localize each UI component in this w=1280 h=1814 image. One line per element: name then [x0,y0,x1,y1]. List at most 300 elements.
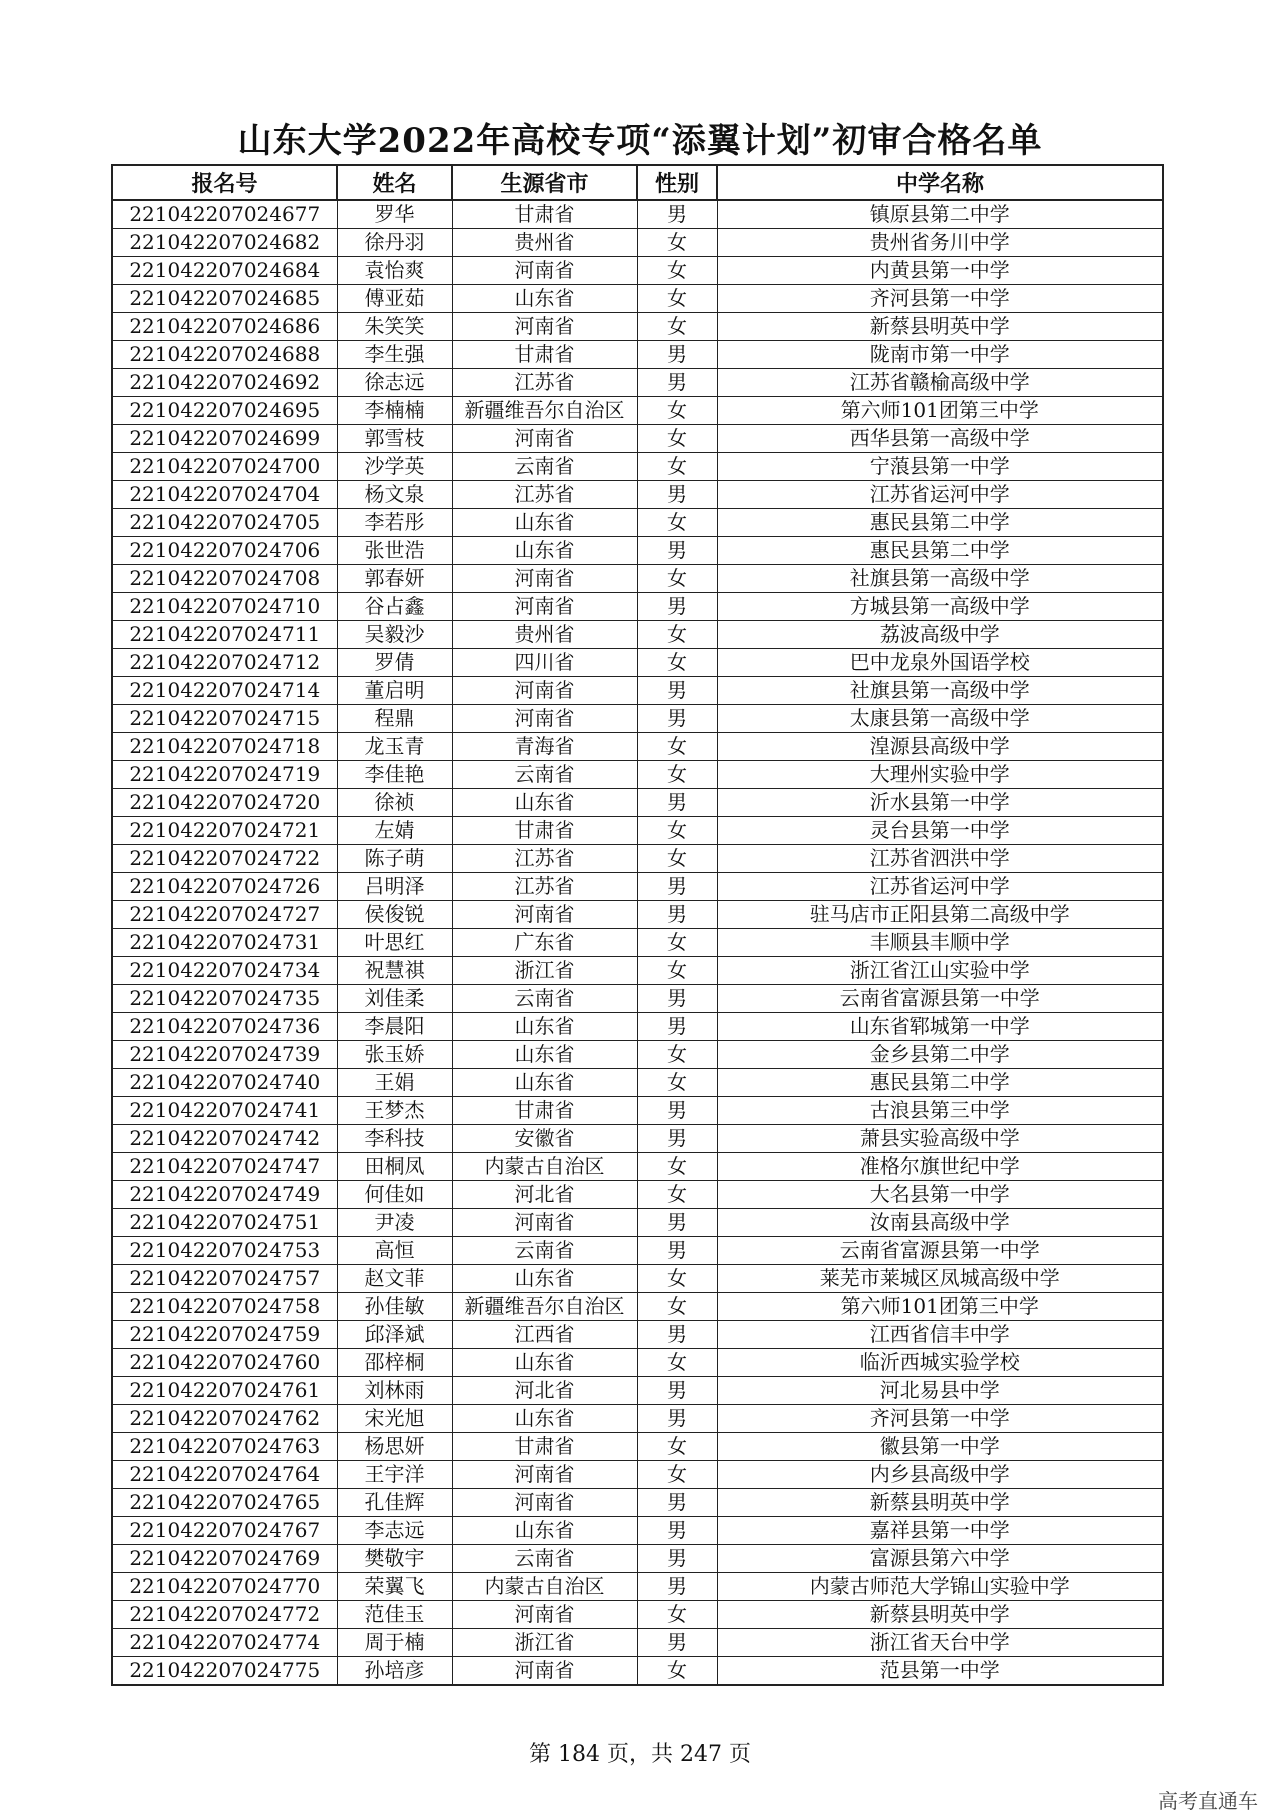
cell-province: 河北省 [452,1181,637,1209]
table-row [112,1293,1163,1321]
cell-registration-number: 221042207024708 [112,565,337,593]
cell-name: 何佳如 [337,1181,452,1209]
cell-school: 江苏省运河中学 [717,481,1163,509]
cell-registration-number: 221042207024775 [112,1657,337,1686]
cell-registration-number: 221042207024718 [112,733,337,761]
cell-gender: 男 [637,985,717,1013]
cell-school: 内乡县高级中学 [717,1461,1163,1489]
cell-registration-number: 221042207024761 [112,1377,337,1405]
cell-province: 贵州省 [452,621,637,649]
cell-province: 河南省 [452,565,637,593]
cell-registration-number: 221042207024758 [112,1293,337,1321]
cell-school: 浙江省江山实验中学 [717,957,1163,985]
cell-registration-number: 221042207024762 [112,1405,337,1433]
cell-gender: 男 [637,200,717,229]
cell-province: 云南省 [452,1545,637,1573]
cell-school: 莱芜市莱城区凤城高级中学 [717,1265,1163,1293]
table-row [112,957,1163,985]
cell-province: 河南省 [452,705,637,733]
cell-registration-number: 221042207024721 [112,817,337,845]
cell-school: 江苏省运河中学 [717,873,1163,901]
cell-school: 汝南县高级中学 [717,1209,1163,1237]
cell-gender: 男 [637,789,717,817]
table-row [112,1517,1163,1545]
cell-province: 江西省 [452,1321,637,1349]
roster-table [111,164,1164,1686]
table-row [112,1545,1163,1573]
cell-province: 山东省 [452,1013,637,1041]
cell-school: 临沂西城实验学校 [717,1349,1163,1377]
document-title: 山东大学2022年高校专项“添翼计划”初审合格名单 [237,121,1043,161]
cell-name: 谷占鑫 [337,593,452,621]
cell-gender: 女 [637,509,717,537]
cell-school: 富源县第六中学 [717,1545,1163,1573]
cell-province: 河南省 [452,901,637,929]
cell-name: 孔佳辉 [337,1489,452,1517]
cell-province: 内蒙古自治区 [452,1573,637,1601]
table-row [112,1629,1163,1657]
cell-school: 江西省信丰中学 [717,1321,1163,1349]
cell-province: 山东省 [452,509,637,537]
cell-name: 李生强 [337,341,452,369]
table-row [112,425,1163,453]
cell-gender: 女 [637,397,717,425]
table-row [112,621,1163,649]
cell-province: 新疆维吾尔自治区 [452,397,637,425]
cell-province: 山东省 [452,1517,637,1545]
cell-registration-number: 221042207024763 [112,1433,337,1461]
cell-registration-number: 221042207024700 [112,453,337,481]
cell-name: 叶思红 [337,929,452,957]
cell-province: 河南省 [452,313,637,341]
cell-name: 荣翼飞 [337,1573,452,1601]
table-row [112,1601,1163,1629]
cell-province: 河南省 [452,593,637,621]
table-row [112,1209,1163,1237]
cell-province: 山东省 [452,285,637,313]
table-row [112,929,1163,957]
cell-gender: 男 [637,341,717,369]
cell-school: 新蔡县明英中学 [717,1601,1163,1629]
cell-registration-number: 221042207024682 [112,229,337,257]
table-row [112,229,1163,257]
cell-name: 左婧 [337,817,452,845]
cell-province: 山东省 [452,1041,637,1069]
cell-school: 惠民县第二中学 [717,537,1163,565]
cell-registration-number: 221042207024726 [112,873,337,901]
cell-name: 朱笑笑 [337,313,452,341]
cell-school: 湟源县高级中学 [717,733,1163,761]
cell-province: 甘肃省 [452,200,637,229]
cell-gender: 男 [637,1489,717,1517]
cell-school: 大理州实验中学 [717,761,1163,789]
cell-name: 孙培彦 [337,1657,452,1686]
cell-school: 新蔡县明英中学 [717,1489,1163,1517]
cell-school: 惠民县第二中学 [717,1069,1163,1097]
table-row [112,453,1163,481]
cell-name: 袁怡爽 [337,257,452,285]
cell-registration-number: 221042207024677 [112,200,337,229]
cell-name: 邱泽斌 [337,1321,452,1349]
cell-gender: 女 [637,1181,717,1209]
cell-school: 萧县实验高级中学 [717,1125,1163,1153]
cell-province: 江苏省 [452,873,637,901]
cell-gender: 男 [637,873,717,901]
cell-name: 王娟 [337,1069,452,1097]
cell-name: 傅亚茹 [337,285,452,313]
cell-gender: 女 [637,257,717,285]
cell-province: 云南省 [452,453,637,481]
cell-province: 河南省 [452,425,637,453]
cell-gender: 男 [637,1209,717,1237]
cell-gender: 女 [637,1069,717,1097]
cell-gender: 男 [637,1097,717,1125]
cell-province: 浙江省 [452,957,637,985]
table-row [112,817,1163,845]
cell-school: 徽县第一中学 [717,1433,1163,1461]
cell-name: 李楠楠 [337,397,452,425]
cell-province: 甘肃省 [452,1097,637,1125]
cell-name: 吴毅沙 [337,621,452,649]
cell-registration-number: 221042207024747 [112,1153,337,1181]
cell-province: 河南省 [452,677,637,705]
table-row [112,1433,1163,1461]
cell-name: 樊敬宇 [337,1545,452,1573]
cell-registration-number: 221042207024695 [112,397,337,425]
cell-name: 张玉娇 [337,1041,452,1069]
cell-gender: 女 [637,761,717,789]
cell-province: 甘肃省 [452,817,637,845]
cell-name: 赵文菲 [337,1265,452,1293]
cell-registration-number: 221042207024735 [112,985,337,1013]
cell-registration-number: 221042207024759 [112,1321,337,1349]
cell-gender: 男 [637,593,717,621]
table-row [112,1125,1163,1153]
cell-school: 齐河县第一中学 [717,285,1163,313]
cell-name: 王宇洋 [337,1461,452,1489]
cell-registration-number: 221042207024739 [112,1041,337,1069]
table-row [112,789,1163,817]
cell-registration-number: 221042207024712 [112,649,337,677]
cell-school: 荔波高级中学 [717,621,1163,649]
cell-school: 太康县第一高级中学 [717,705,1163,733]
cell-registration-number: 221042207024774 [112,1629,337,1657]
cell-registration-number: 221042207024686 [112,313,337,341]
cell-school: 丰顺县丰顺中学 [717,929,1163,957]
table-row [112,1489,1163,1517]
cell-registration-number: 221042207024711 [112,621,337,649]
cell-gender: 男 [637,1545,717,1573]
table-row [112,1349,1163,1377]
cell-province: 河南省 [452,1489,637,1517]
cell-school: 内黄县第一中学 [717,257,1163,285]
cell-registration-number: 221042207024731 [112,929,337,957]
cell-gender: 男 [637,677,717,705]
table-row [112,1153,1163,1181]
watermark: 高考直通车 [1158,1789,1258,1813]
cell-province: 广东省 [452,929,637,957]
cell-registration-number: 221042207024722 [112,845,337,873]
cell-school: 河北易县中学 [717,1377,1163,1405]
cell-school: 内蒙古师范大学锦山实验中学 [717,1573,1163,1601]
cell-province: 山东省 [452,1349,637,1377]
cell-gender: 女 [637,845,717,873]
cell-school: 惠民县第二中学 [717,509,1163,537]
cell-school: 嘉祥县第一中学 [717,1517,1163,1545]
cell-gender: 女 [637,929,717,957]
cell-gender: 女 [637,1349,717,1377]
cell-province: 甘肃省 [452,1433,637,1461]
cell-name: 陈子萌 [337,845,452,873]
cell-name: 徐丹羽 [337,229,452,257]
cell-province: 内蒙古自治区 [452,1153,637,1181]
cell-registration-number: 221042207024719 [112,761,337,789]
cell-registration-number: 221042207024765 [112,1489,337,1517]
cell-registration-number: 221042207024753 [112,1237,337,1265]
cell-name: 郭春妍 [337,565,452,593]
cell-name: 刘佳柔 [337,985,452,1013]
cell-province: 浙江省 [452,1629,637,1657]
table-row [112,1405,1163,1433]
col-header-gender: 性别 [637,165,717,200]
cell-name: 范佳玉 [337,1601,452,1629]
cell-gender: 男 [637,1321,717,1349]
table-row [112,1181,1163,1209]
cell-registration-number: 221042207024760 [112,1349,337,1377]
cell-province: 河南省 [452,1209,637,1237]
cell-school: 云南省富源县第一中学 [717,985,1163,1013]
cell-name: 高恒 [337,1237,452,1265]
cell-school: 大名县第一中学 [717,1181,1163,1209]
cell-school: 江苏省泗洪中学 [717,845,1163,873]
table-row [112,677,1163,705]
cell-name: 罗倩 [337,649,452,677]
cell-registration-number: 221042207024751 [112,1209,337,1237]
cell-registration-number: 221042207024704 [112,481,337,509]
cell-gender: 女 [637,1433,717,1461]
cell-registration-number: 221042207024742 [112,1125,337,1153]
cell-registration-number: 221042207024734 [112,957,337,985]
cell-gender: 女 [637,1601,717,1629]
table-row [112,1377,1163,1405]
table-row [112,397,1163,425]
cell-province: 山东省 [452,537,637,565]
table-row [112,285,1163,313]
table-row [112,901,1163,929]
cell-school: 方城县第一高级中学 [717,593,1163,621]
cell-name: 杨文泉 [337,481,452,509]
cell-gender: 女 [637,425,717,453]
cell-registration-number: 221042207024741 [112,1097,337,1125]
cell-name: 祝慧祺 [337,957,452,985]
cell-registration-number: 221042207024764 [112,1461,337,1489]
cell-school: 江苏省赣榆高级中学 [717,369,1163,397]
table-row [112,1657,1163,1686]
table-row [112,369,1163,397]
cell-province: 青海省 [452,733,637,761]
cell-registration-number: 221042207024710 [112,593,337,621]
cell-name: 徐志远 [337,369,452,397]
cell-registration-number: 221042207024715 [112,705,337,733]
cell-gender: 女 [637,229,717,257]
cell-name: 董启明 [337,677,452,705]
cell-name: 罗华 [337,200,452,229]
table-header-row [112,165,1163,200]
table-row [112,1097,1163,1125]
cell-gender: 女 [637,957,717,985]
cell-name: 郭雪枝 [337,425,452,453]
cell-school: 社旗县第一高级中学 [717,565,1163,593]
cell-gender: 男 [637,1629,717,1657]
cell-registration-number: 221042207024720 [112,789,337,817]
cell-name: 李佳艳 [337,761,452,789]
cell-gender: 女 [637,285,717,313]
cell-registration-number: 221042207024727 [112,901,337,929]
cell-gender: 男 [637,1237,717,1265]
cell-province: 河南省 [452,1461,637,1489]
cell-province: 云南省 [452,1237,637,1265]
cell-school: 陇南市第一中学 [717,341,1163,369]
cell-province: 贵州省 [452,229,637,257]
cell-province: 江苏省 [452,845,637,873]
cell-registration-number: 221042207024688 [112,341,337,369]
table-row [112,985,1163,1013]
cell-registration-number: 221042207024706 [112,537,337,565]
cell-name: 田桐凤 [337,1153,452,1181]
cell-school: 新蔡县明英中学 [717,313,1163,341]
cell-gender: 女 [637,1041,717,1069]
cell-province: 云南省 [452,985,637,1013]
cell-name: 刘林雨 [337,1377,452,1405]
cell-gender: 男 [637,1013,717,1041]
table-row [112,649,1163,677]
cell-name: 沙学英 [337,453,452,481]
table-row [112,313,1163,341]
cell-school: 古浪县第三中学 [717,1097,1163,1125]
cell-name: 徐祯 [337,789,452,817]
cell-school: 山东省郓城第一中学 [717,1013,1163,1041]
cell-province: 新疆维吾尔自治区 [452,1293,637,1321]
cell-province: 河南省 [452,1601,637,1629]
table-row [112,733,1163,761]
cell-school: 灵台县第一中学 [717,817,1163,845]
cell-gender: 女 [637,1293,717,1321]
cell-province: 甘肃省 [452,341,637,369]
col-header-registration-number: 报名号 [112,165,337,200]
cell-name: 吕明泽 [337,873,452,901]
cell-gender: 男 [637,705,717,733]
cell-registration-number: 221042207024749 [112,1181,337,1209]
cell-province: 山东省 [452,1265,637,1293]
cell-name: 侯俊锐 [337,901,452,929]
cell-school: 镇原县第二中学 [717,200,1163,229]
table-row [112,873,1163,901]
cell-school: 第六师101团第三中学 [717,1293,1163,1321]
cell-registration-number: 221042207024757 [112,1265,337,1293]
cell-school: 第六师101团第三中学 [717,397,1163,425]
cell-province: 河南省 [452,1657,637,1686]
cell-school: 宁蒗县第一中学 [717,453,1163,481]
cell-province: 河南省 [452,257,637,285]
cell-school: 齐河县第一中学 [717,1405,1163,1433]
cell-name: 李志远 [337,1517,452,1545]
cell-gender: 男 [637,1405,717,1433]
cell-gender: 女 [637,733,717,761]
table-row [112,593,1163,621]
cell-province: 山东省 [452,789,637,817]
cell-gender: 男 [637,481,717,509]
cell-name: 张世浩 [337,537,452,565]
cell-name: 李若彤 [337,509,452,537]
cell-province: 云南省 [452,761,637,789]
cell-school: 准格尔旗世纪中学 [717,1153,1163,1181]
cell-name: 宋光旭 [337,1405,452,1433]
table-row [112,1461,1163,1489]
cell-province: 山东省 [452,1069,637,1097]
col-header-province: 生源省市 [452,165,637,200]
table-row [112,705,1163,733]
cell-province: 河北省 [452,1377,637,1405]
cell-registration-number: 221042207024736 [112,1013,337,1041]
table-row [112,565,1163,593]
cell-gender: 男 [637,369,717,397]
cell-name: 王梦杰 [337,1097,452,1125]
cell-name: 李晨阳 [337,1013,452,1041]
cell-gender: 男 [637,1125,717,1153]
cell-gender: 男 [637,537,717,565]
cell-gender: 女 [637,1153,717,1181]
cell-name: 程鼎 [337,705,452,733]
table-row [112,509,1163,537]
table-row [112,257,1163,285]
cell-registration-number: 221042207024714 [112,677,337,705]
cell-gender: 女 [637,817,717,845]
cell-name: 孙佳敏 [337,1293,452,1321]
cell-province: 江苏省 [452,481,637,509]
cell-registration-number: 221042207024770 [112,1573,337,1601]
cell-gender: 女 [637,649,717,677]
cell-gender: 女 [637,453,717,481]
cell-registration-number: 221042207024705 [112,509,337,537]
cell-gender: 女 [637,313,717,341]
cell-name: 尹凌 [337,1209,452,1237]
cell-gender: 女 [637,1657,717,1686]
cell-province: 江苏省 [452,369,637,397]
cell-registration-number: 221042207024772 [112,1601,337,1629]
table-row [112,1573,1163,1601]
cell-registration-number: 221042207024740 [112,1069,337,1097]
table-body [112,200,1163,1685]
cell-province: 安徽省 [452,1125,637,1153]
cell-gender: 男 [637,1573,717,1601]
cell-gender: 男 [637,901,717,929]
cell-gender: 男 [637,1517,717,1545]
cell-school: 社旗县第一高级中学 [717,677,1163,705]
cell-gender: 女 [637,621,717,649]
cell-name: 周于楠 [337,1629,452,1657]
cell-province: 四川省 [452,649,637,677]
cell-name: 龙玉青 [337,733,452,761]
cell-school: 巴中龙泉外国语学校 [717,649,1163,677]
cell-school: 西华县第一高级中学 [717,425,1163,453]
cell-province: 山东省 [452,1405,637,1433]
table-row [112,1321,1163,1349]
cell-registration-number: 221042207024685 [112,285,337,313]
col-header-name: 姓名 [337,165,452,200]
table-row [112,1069,1163,1097]
cell-name: 邵梓桐 [337,1349,452,1377]
cell-gender: 女 [637,1461,717,1489]
